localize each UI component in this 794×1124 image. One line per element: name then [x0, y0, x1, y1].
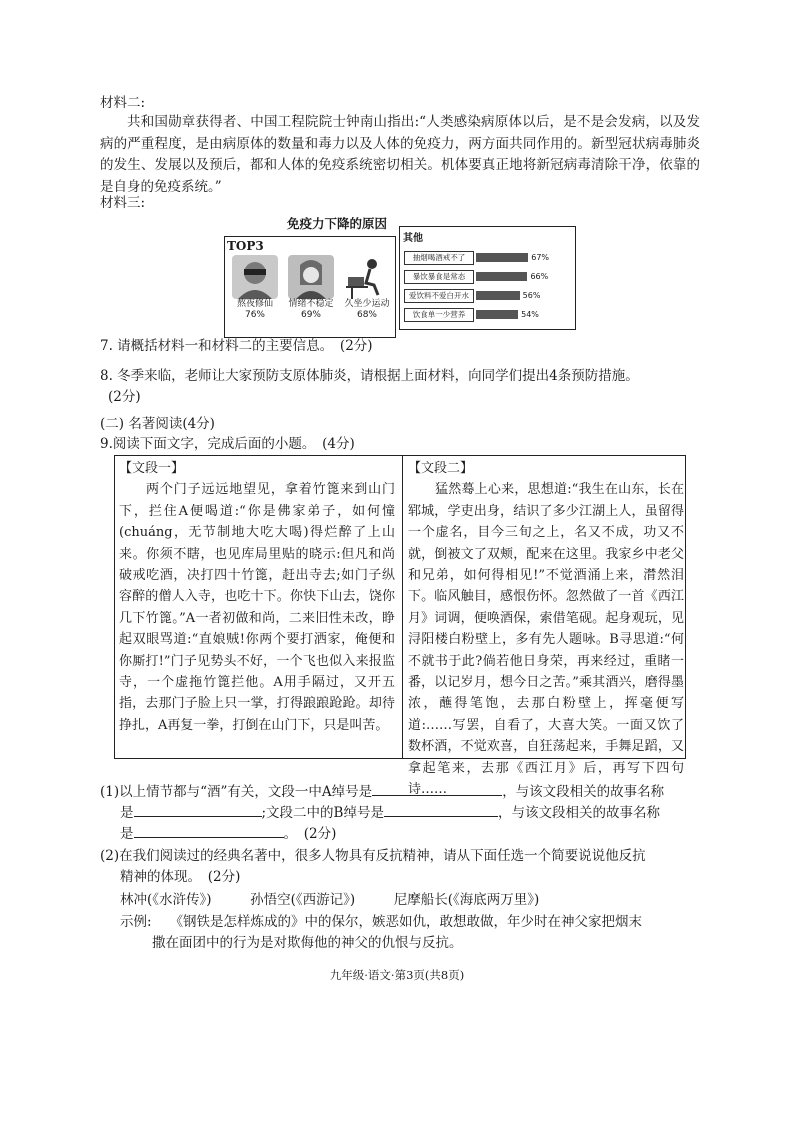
top3-item-value: 68% [356, 310, 377, 320]
bar-value-label: 56% [522, 291, 541, 300]
option-linchong: 林冲(《水浒传》) [120, 892, 212, 908]
passage-1 [119, 458, 395, 736]
top3-item-name: 久坐少运动 [344, 299, 390, 309]
material3-label: 材料三: [100, 195, 146, 211]
answer-blank-a-story[interactable] [134, 802, 262, 817]
sub1-line3 [120, 823, 336, 845]
sub1-line1 [100, 781, 664, 803]
upset-person-illustration [288, 255, 334, 299]
top3-item-value: 76% [244, 310, 265, 320]
bar-category-label: 饮食单一少营养 [404, 308, 474, 322]
bar [476, 253, 528, 262]
passage-2 [408, 458, 684, 801]
material2-text: 共和国勋章获得者、中国工程院院士钟南山指出:“人类感染病原体以后，是不是会发病，以及发病的严重程度，是由病原体的数量和毒力以及人体的免疫力，两方面共同作用的。新型冠状病毒肺炎的发生、发展以及预后，都和人体的免疫系统密切相关。机体要真正地将新冠病毒清除干净，依靠的是自身的免疫系统。” [100, 114, 700, 195]
sub1-text: ，与该文段相关的故事名称 [497, 805, 660, 821]
sub2-options [120, 890, 539, 911]
top3-item-1 [229, 255, 281, 321]
section-heading: (二) 名著阅读(4分) [100, 416, 215, 432]
answer-blank-b-story[interactable] [134, 823, 284, 838]
top3-item-3 [341, 255, 393, 321]
tired-person-illustration [232, 255, 278, 299]
question-7: 7. 请概括材料一和材料二的主要信息。 (2分) [100, 338, 373, 354]
bar-category-label: 暴饮暴食是常态 [404, 270, 474, 284]
sub1-text: 是 [120, 805, 134, 821]
option-sunwukong: 孙悟空(《西游记》) [250, 892, 356, 908]
sub2-example-line2: 撒在面团中的行为是对欺侮他的神父的仇恨与反抗。 [152, 935, 463, 951]
question-8-line2: (2分) [108, 389, 141, 405]
passage-1-text: 两个门子远远地望见，拿着竹篦来到山门下，拦住A便喝道:“你是佛家弟子，如何憧(chuáng，无节制地大吃大喝)得烂醉了上山来。你须不瞎，也见库局里贴的晓示:但凡和尚破戒吃酒，决打四十竹篦，赶出寺去;如门子纵容醉的僧人入寺，也吃十下。你快下山去，饶你几下竹篦。”A一者初做和尚，二来旧性未改，睁起双眼骂道:“直娘贼!你两个要打洒家，俺便和你厮打!”门子见势头不好，一个飞也似入来报监寺，一个虚拖竹篦拦他。A用手隔过，又开五指，去那门子脸上只一掌，打得踉踉跄跄。却待挣扎，A再复一拳，打倒在山门下，只是叫苦。 [119, 482, 395, 733]
passage-2-text: 猛然蓦上心来，思想道:“我生在山东，长在郓城，学吏出身，结识了多少江湖上人，虽留得一个虚名，目今三旬之上，名又不成，功又不就，倒被文了双颊，配来在这里。我家乡中老父和兄弟，如何得相见!”不觉酒涌上来，潸然泪下。临风触目，感恨伤怀。忽然做了一首《西江月》词调，便唤酒保，索借笔砚。起身观玩，见浔阳楼白粉壁上，多有先人题咏。B寻思道:“何不就书于此?倘若他日身荣，再来经过，重睹一番，以记岁月，想今日之苦。”乘其酒兴，磨得墨浓，蘸得笔饱，去那白粉壁上，挥毫便写道:……写罢，自看了，大喜大笑。一面又饮了数杯酒，不觉欢喜，自狂荡起来，手舞足蹈，又拿起笔来，去那《西江月》后，再写下四句诗…… [408, 482, 684, 798]
sub1-text: 。 (2分) [283, 826, 337, 842]
sub2-line2: 精神的体现。 (2分) [120, 869, 241, 885]
top3-item-2 [285, 255, 337, 321]
top3-item-name: 情绪不稳定 [288, 299, 334, 309]
bar [476, 272, 527, 281]
bar-category-label: 爱饮料不爱白开水 [404, 289, 474, 303]
answer-blank-a-nickname[interactable] [372, 781, 502, 796]
other-reasons-panel [399, 226, 576, 330]
bar [476, 291, 520, 300]
passage-1-label: 【文段一】 [119, 461, 185, 476]
table-divider [402, 456, 403, 758]
chart-title: 免疫力下降的原因 [286, 216, 387, 231]
top3-item-name: 熬夜修仙 [236, 299, 273, 309]
answer-blank-b-nickname[interactable] [384, 802, 498, 817]
material2-label: 材料二: [100, 95, 146, 111]
immunity-infographic [222, 214, 577, 330]
other-label: 其他 [403, 233, 423, 244]
sub1-text: (1)以上情节都与“酒”有关，文段一中A绰号是 [100, 784, 373, 800]
sub2-line1: (2)在我们阅读过的经典名著中，很多人物具有反抗精神，请从下面任选一个简要说说他反抗 [100, 848, 646, 864]
sub1-text: ;文段二中的B绰号是 [261, 805, 384, 821]
question-8-line1: 8. 冬季来临，老师让大家预防支原体肺炎，请根据上面材料，向同学们提出4条预防措施。 [100, 368, 639, 384]
top3-panel [224, 236, 396, 338]
top3-item-value: 69% [300, 310, 321, 320]
sub2-example-line1 [120, 912, 642, 933]
bar-value-label: 54% [521, 310, 539, 319]
sub1-text: ，与该文段相关的故事名称 [502, 784, 665, 800]
example-text: 《钢铁是怎样炼成的》中的保尔，嫉恶如仇，敢想敢做，年少时在神父家把烟末 [169, 914, 643, 930]
bar-category-label: 抽烟喝酒戒不了 [404, 251, 474, 265]
question-9: 9.阅读下面文字，完成后面的小题。 (4分) [100, 436, 355, 452]
bar-value-label: 67% [531, 253, 550, 262]
desk-sitting-illustration [344, 255, 390, 299]
bar-value-label: 66% [530, 272, 549, 281]
top3-label: TOP3 [227, 239, 264, 253]
example-label: 示例: [120, 914, 152, 930]
sub1-line2 [120, 802, 660, 824]
bar [476, 310, 518, 319]
page-footer: 九年级·语文·第3页(共8页) [329, 968, 465, 982]
passage-2-label: 【文段二】 [408, 461, 474, 476]
sub1-text: 是 [120, 826, 134, 842]
option-nemo: 尼摩船长(《海底两万里》) [393, 892, 540, 908]
